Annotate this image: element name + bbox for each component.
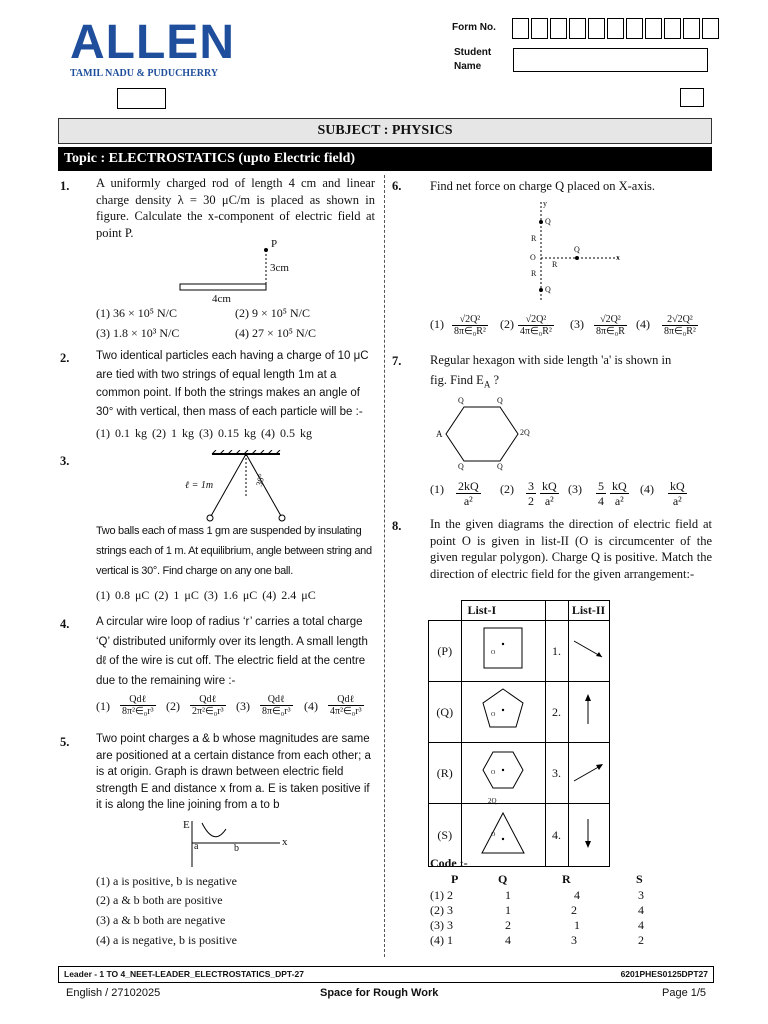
q7-text-line2 xyxy=(430,372,499,393)
q8-p-label-o: O xyxy=(491,650,496,656)
q1-label-3cm: 3cm xyxy=(270,262,289,274)
q6-option-4-label[interactable]: (4) xyxy=(636,317,650,331)
q8-row-s-label: (S) xyxy=(429,804,462,867)
q1-option-4[interactable]: (4) 27 × 10⁵ N/C xyxy=(235,326,316,340)
arrow-up-icon xyxy=(570,690,608,730)
q4-o3-den: 8π∈₀r³ xyxy=(262,706,291,717)
brand-subtitle: TAMIL NADU & PUDUCHERRY xyxy=(70,68,219,79)
footer-left-code: Leader - 1 TO 4_NEET-LEADER_ELECTROSTATICS_DPT-27 xyxy=(64,969,304,979)
q1-number: 1. xyxy=(60,179,70,193)
q8-c4-s: 2 xyxy=(638,933,644,947)
q7-text-line1: Regular hexagon with side length 'a' is shown in xyxy=(430,353,672,367)
topic-banner: Topic : ELECTROSTATICS (upto Electric field) xyxy=(58,147,712,171)
q7-o4-num: kQ xyxy=(670,479,685,493)
q8-r-label-o: O xyxy=(491,770,496,776)
q4-option-2-label[interactable]: (2) xyxy=(166,699,180,713)
q7-o1-den: a² xyxy=(463,494,473,508)
footer-language-date: English / 27102025 xyxy=(66,987,161,999)
form-no-cells[interactable] xyxy=(512,18,721,39)
q8-code-label: Code :- xyxy=(430,856,468,870)
q7-label-2q: 2Q xyxy=(520,428,530,437)
q7-o1-num: 2kQ xyxy=(458,479,479,493)
q4-option-1-value[interactable] xyxy=(120,694,156,717)
q7-text-prefix: fig. Find E xyxy=(430,373,484,387)
q6-option-2-label[interactable]: (2) xyxy=(500,317,514,331)
q4-o4-num: Qdℓ xyxy=(328,694,364,706)
q5-label-b: b xyxy=(234,843,239,854)
q5-label-e: E xyxy=(183,819,190,831)
q8-code-option-2[interactable] xyxy=(430,903,660,918)
q6-o2-num: √2Q² xyxy=(518,314,554,326)
footer-rough-work: Space for Rough Work xyxy=(320,987,439,999)
q7-o2-cnum: 3 xyxy=(528,479,534,493)
q1-option-1[interactable]: (1) 36 × 10⁵ N/C xyxy=(96,306,177,320)
q8-row-p-label: (P) xyxy=(429,621,462,682)
q8-row-r-figure xyxy=(461,743,545,804)
q7-option-3-label[interactable]: (3) xyxy=(568,482,582,496)
column-divider xyxy=(384,175,385,957)
q8-arrow-2-cell xyxy=(568,682,609,743)
subject-banner: SUBJECT : PHYSICS xyxy=(58,118,712,144)
q1-text: A uniformly charged rod of length 4 cm and linear charge density λ = 30 μC/m is placed as shown in figure. Calculate the x-component of electric field at point P. xyxy=(96,176,375,240)
q8-c1-r: 4 xyxy=(574,888,580,902)
q4-option-4-value[interactable] xyxy=(328,694,364,717)
footer-page-number: Page 1/5 xyxy=(662,987,707,999)
footer-code-bar xyxy=(58,966,714,983)
allen-logo: ALLEN xyxy=(70,16,235,69)
q6-label-r-mid: R xyxy=(552,260,558,269)
q6-options[interactable] xyxy=(430,314,715,344)
q6-text: Find net force on charge Q placed on X-axis. xyxy=(430,179,656,193)
q8-row-q-figure xyxy=(461,682,545,743)
q7-option-1-label[interactable]: (1) xyxy=(430,482,444,496)
q6-o4-den: 8π∈₀R² xyxy=(664,326,696,337)
q5-option-1[interactable]: (1) a is positive, b is negative xyxy=(96,874,237,888)
q1-option-2[interactable]: (2) 9 × 10⁵ N/C xyxy=(235,306,310,320)
q2-text: Two identical particles each having a charge of 10 μC are tied with two strings of equal length 1m at a common point. If both the strings makes an angle of 30° with vertical, then mass of each particle will be :- xyxy=(96,350,369,418)
q5-option-4[interactable]: (4) a is negative, b is positive xyxy=(96,933,237,947)
q5-text: Two point charges a & b whose magnitudes are same are positioned at a certain distance from each other; a is at origin. Graph is drawn between electric field strength E and distance x from a. E is taken positive if it is along the line joining from a to b xyxy=(96,733,371,811)
q5-option-2[interactable]: (2) a & b both are positive xyxy=(96,893,223,907)
footer-right-code: 6201PHES0125DPT27 xyxy=(620,969,708,979)
q8-number: 8. xyxy=(392,519,402,533)
q7-option-4-value[interactable] xyxy=(668,479,687,508)
q8-row-4-num: 4. xyxy=(545,804,568,867)
q8-row-3-num: 3. xyxy=(545,743,568,804)
q8-pentagon-figure xyxy=(468,683,538,737)
arrow-up-right-icon xyxy=(570,751,608,791)
q8-c4-q: 4 xyxy=(505,933,511,947)
q8-c2-q: 1 xyxy=(505,903,511,917)
q8-c3-s: 4 xyxy=(638,918,644,932)
q6-label-q-top: Q xyxy=(545,217,551,226)
q8-c2-r: 2 xyxy=(571,903,577,917)
q6-number: 6. xyxy=(392,179,402,193)
q4-options[interactable] xyxy=(96,694,381,722)
q8-arrow-4-cell xyxy=(568,804,609,867)
q7-label-q-tr: Q xyxy=(497,396,503,405)
q8-q-label-o: O xyxy=(491,712,496,718)
q1-label-p: P xyxy=(271,238,278,250)
q8-hexagon-figure xyxy=(468,744,538,798)
q1-label-4cm: 4cm xyxy=(212,293,231,305)
q4-option-3-label[interactable]: (3) xyxy=(236,699,250,713)
q6-o4-num: 2√2Q² xyxy=(662,314,698,326)
q8-c2-s: 4 xyxy=(638,903,644,917)
q7-o3-cnum: 5 xyxy=(598,479,604,493)
q4-o4-den: 4π²∈₀r³ xyxy=(330,706,362,717)
arrow-down-right-icon xyxy=(570,629,608,669)
q8-code-head-s: S xyxy=(636,872,643,886)
q6-label-q-bottom: Q xyxy=(545,285,551,294)
q8-c1-s: 3 xyxy=(638,888,644,902)
q6-o1-num: √2Q² xyxy=(452,314,488,326)
q7-number: 7. xyxy=(392,354,402,368)
q8-arrow-3-cell xyxy=(568,743,609,804)
q8-c3-r: 1 xyxy=(574,918,580,932)
q8-c1-q: 1 xyxy=(505,888,511,902)
q8-match-table xyxy=(428,600,610,867)
q5-label-x: x xyxy=(282,836,288,848)
q6-label-q-right: Q xyxy=(574,245,580,254)
q8-c4-p: (4) 1 xyxy=(430,933,453,947)
q7-label-q-tl: Q xyxy=(458,396,464,405)
q8-code-header-row xyxy=(430,872,660,888)
q8-row-s-figure xyxy=(461,804,545,867)
q8-c1-p: (1) 2 xyxy=(430,888,453,902)
q6-option-1-label[interactable]: (1) xyxy=(430,317,444,331)
q7-text-sub: A xyxy=(483,379,491,390)
q3-number: 3. xyxy=(60,454,70,468)
q8-code-option-1[interactable] xyxy=(430,888,660,903)
q6-option-4-value[interactable] xyxy=(662,314,698,337)
q8-c3-p: (3) 3 xyxy=(430,918,453,932)
q6-option-1-value[interactable] xyxy=(452,314,488,337)
q8-list1-header: List-I xyxy=(461,601,545,621)
q4-o2-num: Qdℓ xyxy=(190,694,226,706)
q4-number: 4. xyxy=(60,617,70,631)
q3-label-angle: 30° xyxy=(253,472,267,488)
q8-code-head-q: Q xyxy=(498,872,508,886)
q8-header-spacer xyxy=(545,601,568,621)
q8-list2-header: List-II xyxy=(568,601,609,621)
q4-option-4-label[interactable]: (4) xyxy=(304,699,318,713)
q6-o3-den: 8π∈₀R xyxy=(596,326,625,337)
q8-square-figure xyxy=(468,622,538,676)
q5-label-a: a xyxy=(194,841,199,852)
q2-options[interactable]: (1) 0.1 kg (2) 1 kg (3) 0.15 kg (4) 0.5 kg xyxy=(96,426,312,440)
q8-table-corner xyxy=(429,601,462,621)
q8-row-p-figure xyxy=(461,621,545,682)
q4-option-3-value[interactable] xyxy=(260,694,293,717)
q8-c2-p: (2) 3 xyxy=(430,903,453,917)
q6-label-r-top: R xyxy=(531,234,537,243)
q4-option-2-value[interactable] xyxy=(190,694,226,717)
q6-label-x: x xyxy=(616,253,620,262)
q6-option-2-value[interactable] xyxy=(518,314,554,337)
q7-option-2-value[interactable] xyxy=(540,479,559,508)
q7-label-q-bl: Q xyxy=(458,462,464,471)
q7-o2-num: kQ xyxy=(542,479,557,493)
q8-s-label-2q: 2Q xyxy=(488,797,497,805)
q7-label-a: A xyxy=(436,429,443,439)
q3-options[interactable]: (1) 0.8 μC (2) 1 μC (3) 1.6 μC (4) 2.4 μC xyxy=(96,588,316,602)
form-no-label: Form No. xyxy=(452,22,496,33)
q3-label-length: ℓ = 1m xyxy=(185,480,214,491)
q7-option-3-value[interactable] xyxy=(610,479,629,508)
q1-figure xyxy=(170,238,320,306)
arrow-down-icon xyxy=(570,813,608,853)
q6-label-o: O xyxy=(530,253,536,262)
q8-code-head-r: R xyxy=(562,872,571,886)
q8-row-r-label: (R) xyxy=(429,743,462,804)
q6-option-3-value[interactable] xyxy=(594,314,627,337)
q7-o3-num: kQ xyxy=(612,479,627,493)
q8-c3-q: 2 xyxy=(505,918,511,932)
q8-triangle-figure xyxy=(468,805,538,861)
q8-text: In the given diagrams the direction of electric field at point O is given in list-II (O is circumcenter of the given regular polygon). Charge Q is positive. Match the direction of electric field for the given arrangement:- xyxy=(430,517,712,581)
q8-code-option-3[interactable] xyxy=(430,918,660,933)
q4-text: A circular wire loop of radius ‘r’ carries a total charge ‘Q’ distributed uniformly over its length. A small length dℓ of the wire is cut off. The electric field at the centre due to the remaining wire :- xyxy=(96,616,368,687)
q4-o1-den: 8π²∈₀r³ xyxy=(122,706,154,717)
q4-o3-num: Qdℓ xyxy=(260,694,293,706)
q7-option-4-label[interactable]: (4) xyxy=(640,482,654,496)
q2-number: 2. xyxy=(60,351,70,365)
q6-o1-den: 8π∈₀R² xyxy=(454,326,486,337)
q8-c4-r: 3 xyxy=(571,933,577,947)
q7-o4-den: a² xyxy=(672,494,682,508)
q7-option-3-coef[interactable] xyxy=(596,479,606,508)
q5-number: 5. xyxy=(60,735,70,749)
student-label-2: Name xyxy=(454,61,482,72)
q7-text-suffix: ? xyxy=(490,373,500,387)
q8-code-table xyxy=(430,872,660,948)
q6-o2-den: 4π∈₀R² xyxy=(520,326,552,337)
q7-o2-cden: 2 xyxy=(528,494,534,508)
left-blank-box[interactable] xyxy=(117,88,166,109)
q4-option-1-label[interactable]: (1) xyxy=(96,699,110,713)
q5-option-3[interactable]: (3) a & b both are negative xyxy=(96,913,226,927)
q7-option-2-coef[interactable] xyxy=(526,479,536,508)
q7-hexagon-figure xyxy=(440,395,530,470)
q6-label-y: y xyxy=(543,199,547,208)
right-blank-box[interactable] xyxy=(680,88,704,107)
student-label-1: Student xyxy=(454,47,492,58)
q8-row-1-num: 1. xyxy=(545,621,568,682)
q6-label-r-bottom: R xyxy=(531,269,537,278)
q8-row-2-num: 2. xyxy=(545,682,568,743)
q8-s-label-o: O xyxy=(491,832,496,838)
q8-code-head-p: P xyxy=(451,872,459,886)
q8-arrow-1-cell xyxy=(568,621,609,682)
q6-o3-num: √2Q² xyxy=(594,314,627,326)
q8-row-q-label: (Q) xyxy=(429,682,462,743)
q7-o2-den: a² xyxy=(544,494,554,508)
q3-text: Two balls each of mass 1 gm are suspended by insulating strings each of 1 m. At equilibrium, angle between string and vertical is 30°. Find charge on any one ball. xyxy=(96,525,372,577)
q6-option-3-label[interactable]: (3) xyxy=(570,317,584,331)
q7-label-q-br: Q xyxy=(497,462,503,471)
q8-code-option-4[interactable] xyxy=(430,933,660,948)
q7-option-2-label[interactable]: (2) xyxy=(500,482,514,496)
q1-option-3[interactable]: (3) 1.8 × 10³ N/C xyxy=(96,326,180,340)
student-name-field[interactable] xyxy=(513,48,708,72)
q7-options[interactable] xyxy=(430,479,715,511)
q7-option-1-value[interactable] xyxy=(456,479,481,508)
q7-o3-den: a² xyxy=(614,494,624,508)
q4-o1-num: Qdℓ xyxy=(120,694,156,706)
q4-o2-den: 2π²∈₀r³ xyxy=(192,706,224,717)
q7-o3-cden: 4 xyxy=(598,494,604,508)
